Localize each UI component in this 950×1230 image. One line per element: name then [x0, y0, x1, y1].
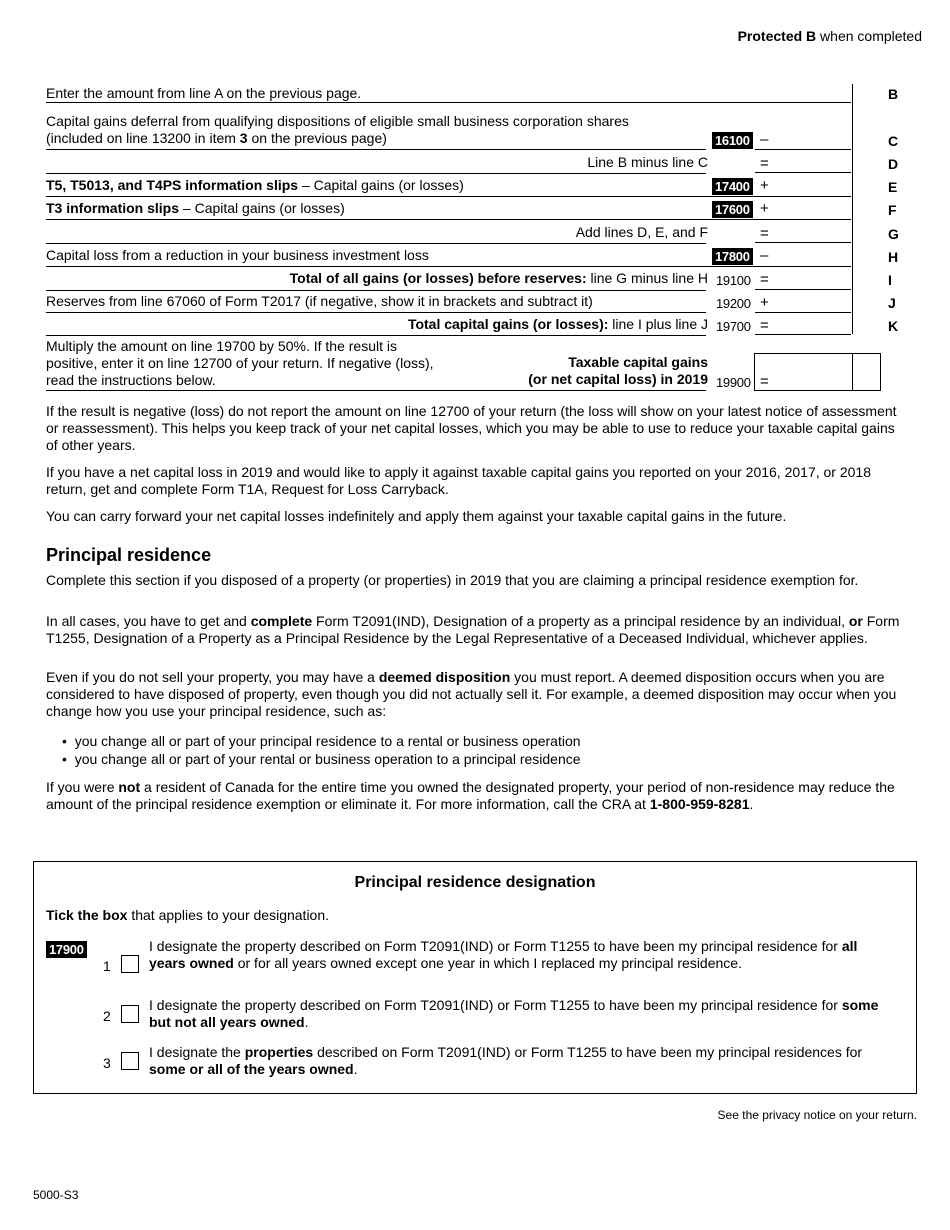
form-identifier: 5000-S3 [33, 1188, 79, 1202]
line-h-letter: H [888, 249, 899, 265]
line-i-equals: = [760, 271, 769, 288]
line-e-amount-field[interactable] [770, 176, 880, 195]
designation-title: Principal residence designation [354, 874, 596, 891]
line-c-amount-field[interactable] [770, 130, 880, 149]
line-j-amount-field[interactable] [770, 293, 880, 312]
line-e-label: T5, T5013, and T4PS information slips – Capital gains (or losses) [46, 177, 464, 193]
bullet-2: • you change all or part of your rental or business operation to a principal residence [62, 751, 581, 767]
line-i-letter: I [888, 272, 892, 288]
line-f-underline [46, 219, 851, 220]
line-d-equals: = [760, 155, 769, 172]
option-2-checkbox[interactable] [121, 1005, 139, 1023]
line-i-label: Total of all gains (or losses) before reserves: line G minus line H [289, 270, 708, 286]
line-j-letter: J [888, 295, 896, 311]
privacy-notice: See the privacy notice on your return. [717, 1108, 917, 1122]
final-code: 19900 [716, 375, 751, 390]
option-1-number: 1 [103, 958, 111, 974]
line-j-field-underline [755, 312, 851, 313]
line-k-letter: K [888, 318, 899, 334]
designation-code: 17900 [46, 941, 87, 958]
line-h-label: Capital loss from a reduction in your business investment loss [46, 247, 429, 263]
line-c-field-underline [755, 149, 851, 150]
line-j-label: Reserves from line 67060 of Form T2017 (if negative, show it in brackets and subtract it) [46, 293, 593, 309]
line-c-underline [46, 149, 706, 150]
line-e-letter: E [888, 179, 898, 195]
line-f-plus: + [760, 200, 769, 217]
line-g-label: Add lines D, E, and F [575, 224, 708, 240]
final-equals: = [760, 373, 769, 390]
option-2-text: I designate the property described on Form T2091(IND) or Form T1255 to have been my principal residence for some but not all years owned. [149, 997, 879, 1030]
line-g-amount-field[interactable] [770, 223, 880, 242]
carry-forward-paragraph: You can carry forward your net capital losses indefinitely and apply them against your taxable capital gains in the future. [46, 508, 787, 524]
line-h-amount-field[interactable] [770, 246, 880, 265]
final-instructions: Multiply the amount on line 19700 by 50%. If the result is positive, enter it on line 12700 of your return. If negative (loss), read the instructions below. [46, 338, 434, 388]
line-f-code: 17600 [712, 201, 753, 218]
line-f-label: T3 information slips – Capital gains (or losses) [46, 200, 345, 216]
option-3-text: I designate the properties described on Form T2091(IND) or Form T1255 to have been my principal residences for some or all of the years owned. [149, 1044, 863, 1077]
principal-p2: In all cases, you have to get and complete Form T2091(IND), Designation of a property as a principal residence by an individual, or Form T1255, Designation of a Property as a Principal Residence by the Legal Representative of a Deceased Individual, whichever applies. [46, 613, 900, 646]
line-b-amount-field[interactable] [853, 83, 881, 102]
final-underline [46, 390, 706, 391]
tick-instruction: Tick the box that applies to your designation. [46, 907, 330, 923]
line-c-letter: C [888, 133, 899, 149]
line-h-minus: – [760, 247, 769, 264]
line-g-letter: G [888, 226, 899, 242]
line-g-equals: = [760, 225, 769, 242]
line-j-underline [46, 312, 706, 313]
line-d-field-underline [755, 172, 851, 173]
line-j-code: 19200 [716, 296, 751, 311]
line-k-amount-field[interactable] [770, 316, 880, 335]
carryback-paragraph: If you have a net capital loss in 2019 and would like to apply it against taxable capital gains you reported on your 2016, 2017, or 2018 return, get and complete Form T1A, Request for Loss Carryback. [46, 464, 871, 497]
taxable-cents-divider [852, 354, 853, 390]
option-2-number: 2 [103, 1008, 111, 1024]
option-1-checkbox[interactable] [121, 955, 139, 973]
principal-p1: Complete this section if you disposed of a property (or properties) in 2019 that you are claiming a principal residence exemption for. [46, 572, 859, 588]
line-i-underline [46, 290, 706, 291]
line-i-code: 19100 [716, 273, 751, 288]
line-i-field-underline [755, 289, 851, 290]
option-3-checkbox[interactable] [121, 1052, 139, 1070]
line-d-label: Line B minus line C [587, 154, 708, 170]
line-h-code: 17800 [712, 248, 753, 265]
line-e-plus: + [760, 177, 769, 194]
line-d-underline [46, 173, 706, 174]
line-c-label: Capital gains deferral from qualifying dispositions of eligible small business corporation shares (included on line 13200 in item 3 on the previous page) [46, 113, 629, 146]
principal-p3: Even if you do not sell your property, you may have a deemed disposition you must report. A deemed disposition occurs when you are considered to have disposed of property, even though you did not actually sell it. For example, a deemed disposition may occur when you change how you use your principal residence, such as: [46, 669, 897, 719]
line-c-minus: – [760, 131, 769, 148]
line-f-amount-field[interactable] [770, 199, 880, 218]
line-d-amount-field[interactable] [770, 153, 880, 172]
option-3-number: 3 [103, 1055, 111, 1071]
line-k-label: Total capital gains (or losses): line I plus line J [407, 316, 708, 332]
line-b-letter: B [888, 86, 899, 102]
option-1-text: I designate the property described on Form T2091(IND) or Form T1255 to have been my principal residence for all years owned or for all years owned except one year in which I replaced my principal residence. [149, 938, 858, 971]
line-g-underline [46, 243, 706, 244]
line-i-amount-field[interactable] [770, 270, 880, 289]
line-d-letter: D [888, 156, 899, 172]
line-b-label: Enter the amount from line A on the previous page. [46, 85, 362, 101]
line-k-equals: = [760, 317, 769, 334]
taxable-capital-gains-box[interactable] [754, 353, 881, 391]
negative-result-paragraph: If the result is negative (loss) do not report the amount on line 12700 of your return (the loss will show on your latest notice of assessment or reassessment). This helps you keep track of your net capital losses, which you may be able to use to reduce your taxable capital gains of other years. [46, 403, 897, 453]
line-c-code: 16100 [712, 132, 753, 149]
line-f-letter: F [888, 202, 897, 218]
line-g-field-underline [755, 242, 851, 243]
final-label: Taxable capital gains (or net capital loss) in 2019 [528, 354, 708, 387]
line-k-underline [46, 335, 706, 336]
line-j-plus: + [760, 294, 769, 311]
line-e-underline [46, 196, 851, 197]
bullet-1: • you change all or part of your principal residence to a rental or business operation [62, 733, 581, 749]
principal-residence-heading: Principal residence [46, 545, 212, 565]
line-h-underline [46, 266, 851, 267]
line-e-code: 17400 [712, 178, 753, 195]
protected-b-label: Protected B when completed [737, 28, 922, 44]
principal-p4: If you were not a resident of Canada for the entire time you owned the designated property, your period of non-residence may reduce the amount of the principal residence exemption or eliminate it. For more information, call the CRA at 1-800-959-8281. [46, 779, 895, 812]
line-k-code: 19700 [716, 319, 751, 334]
line-b-underline [46, 102, 851, 103]
